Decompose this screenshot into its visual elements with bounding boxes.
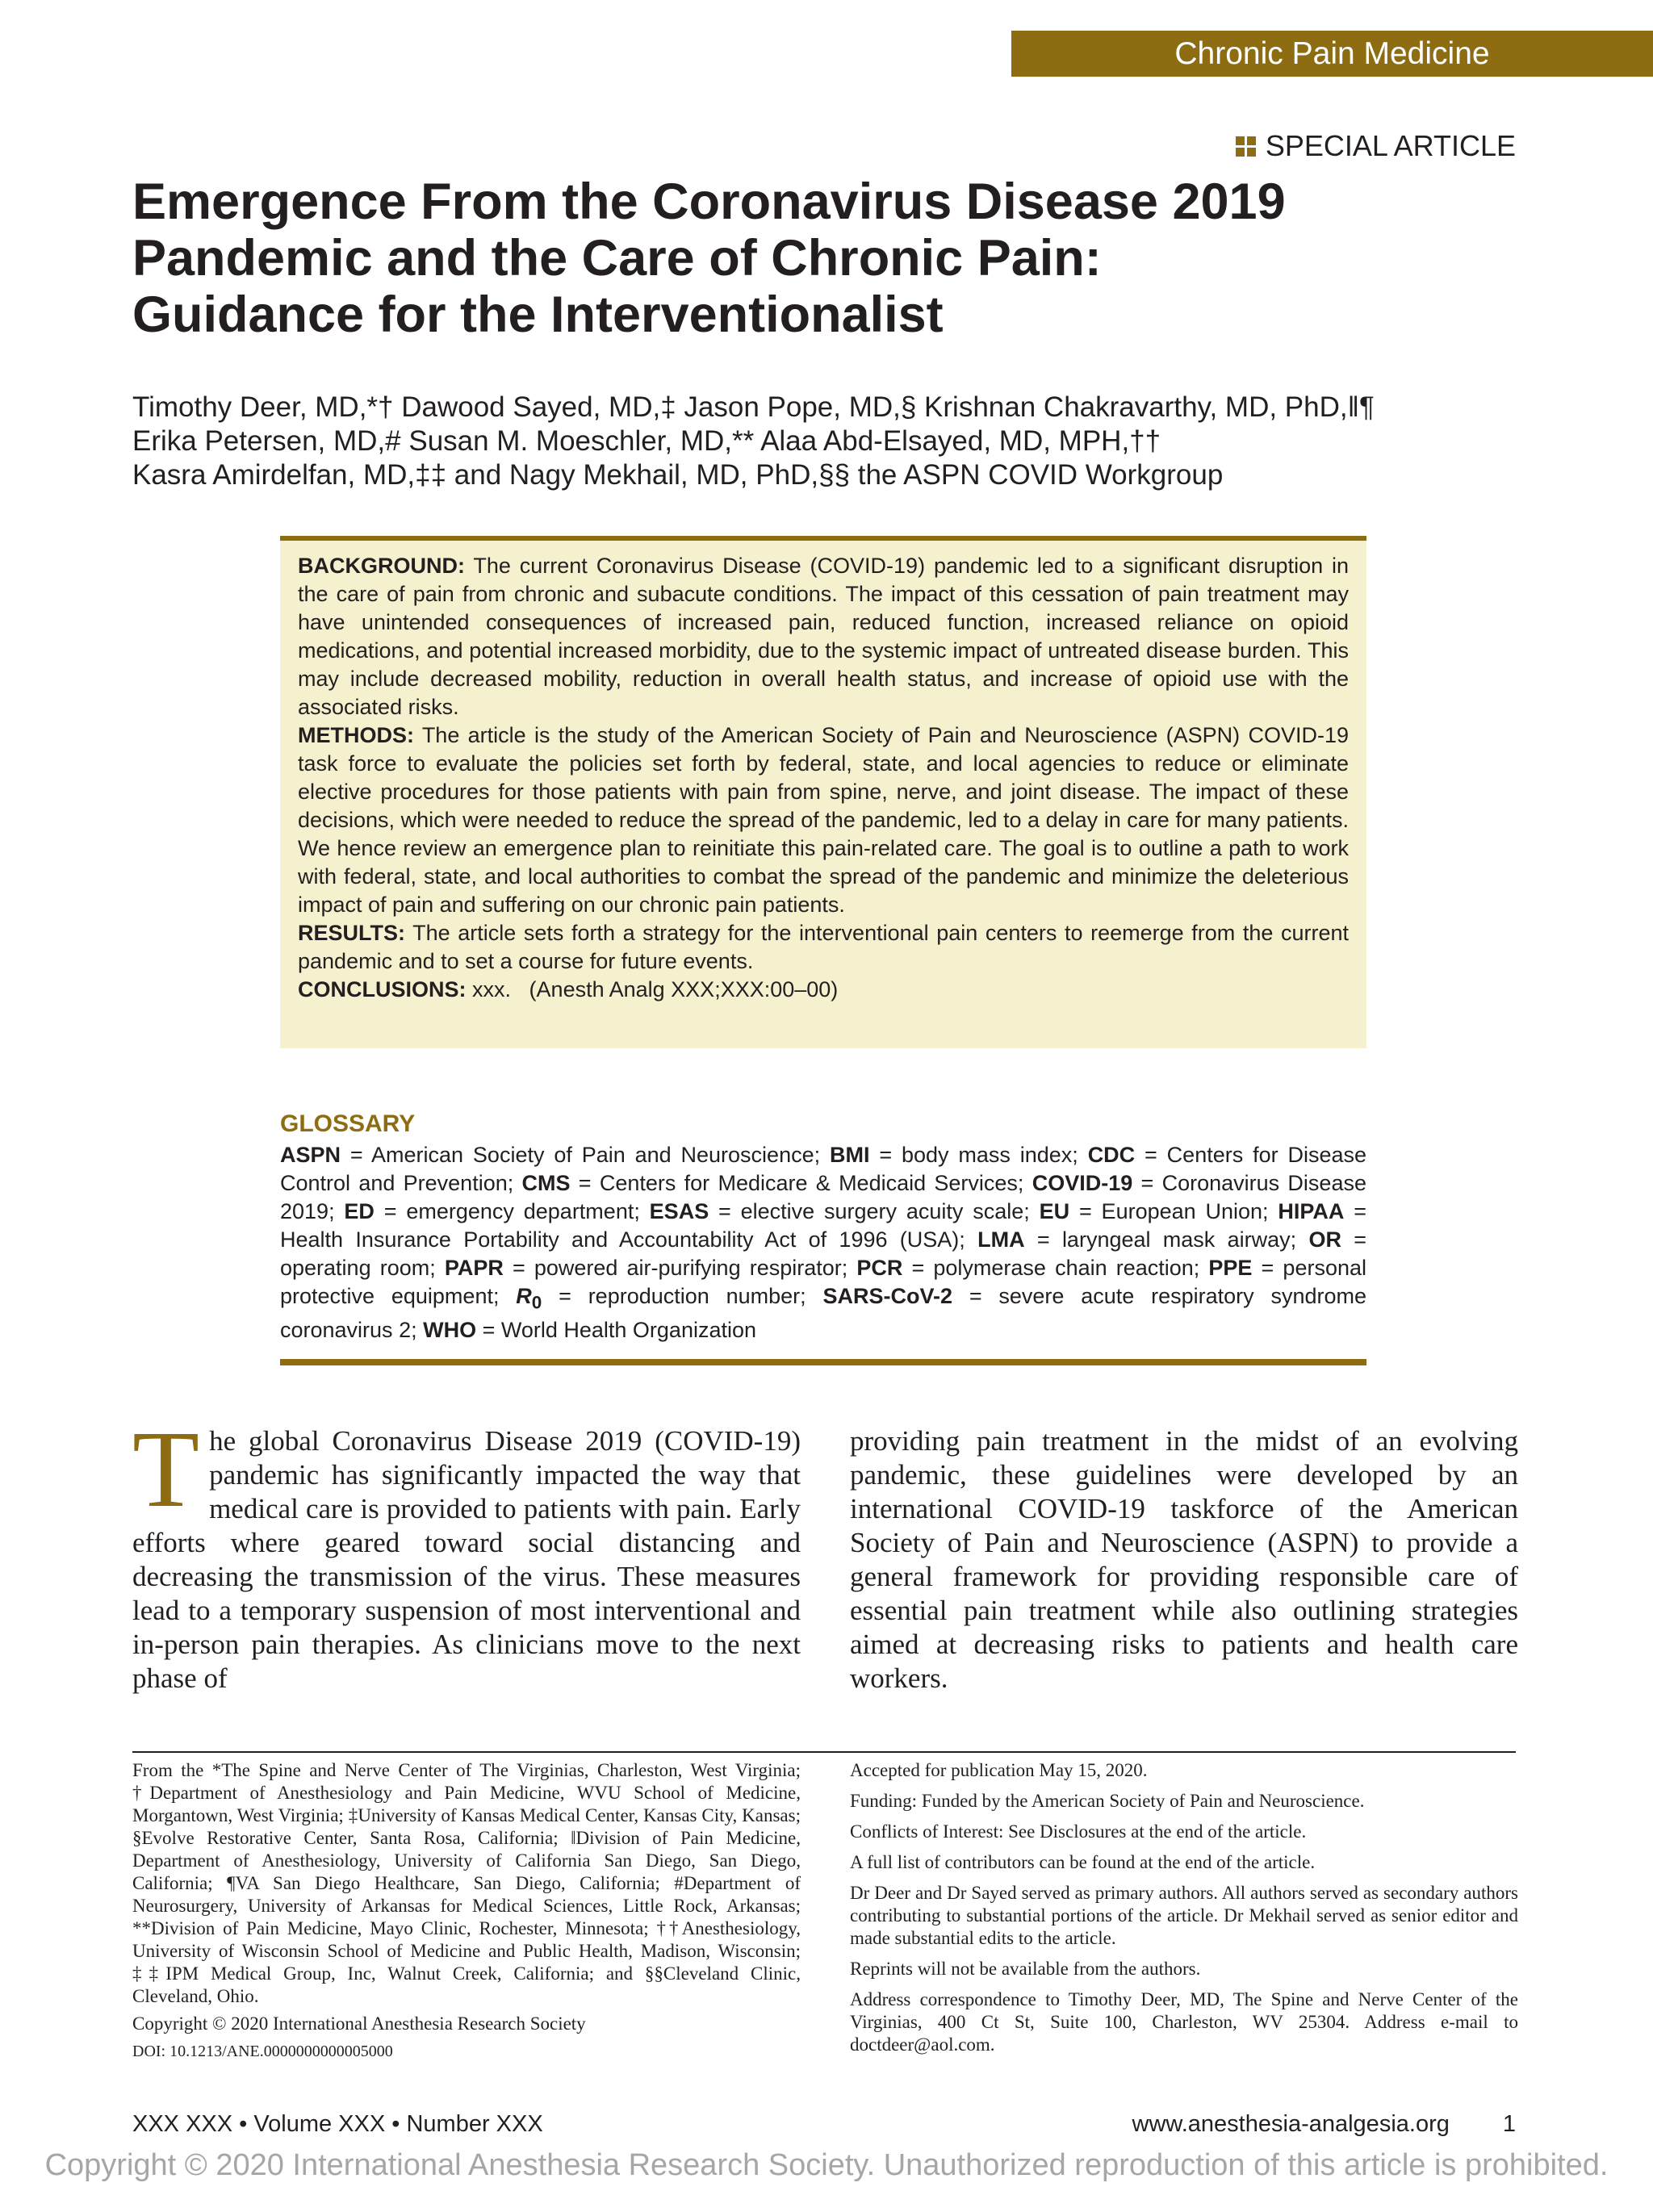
glossary-term: BMI bbox=[829, 1143, 870, 1167]
footnote-divider bbox=[132, 1751, 1516, 1753]
body-column-right: providing pain treatment in the midst of an evolving pandemic, these guidelines were developed by an international COVID-19 taskforce of the American Society of Pain and Neuroscience (ASPN) to provide a general framework for providing responsible care of essential pain treatment while also outlining strategies aimed at decreasing risks to patients and health care workers. bbox=[850, 1425, 1518, 1694]
glossary-term: PPE bbox=[1208, 1256, 1253, 1280]
glossary-term: OR bbox=[1308, 1227, 1341, 1252]
article-title: Emergence From the Coronavirus Disease 2019 Pandemic and the Care of Chronic Pain: Guidance for the Interventionalist bbox=[132, 174, 1286, 343]
issue-info: XXX XXX • Volume XXX • Number XXX bbox=[132, 2111, 543, 2137]
page-footer-right bbox=[1132, 2111, 1516, 2138]
abstract-conclusions: CONCLUSIONS: xxx. (Anesth Analg XXX;XXX:00–00) bbox=[298, 977, 839, 1001]
glossary-term: CDC bbox=[1087, 1143, 1136, 1167]
square-bullet-icon bbox=[1236, 136, 1256, 157]
copyright-watermark: Copyright © 2020 International Anesthesia Research Society. Unauthorized reproduction of this article is prohibited. bbox=[44, 2148, 1609, 2182]
glossary-divider bbox=[280, 1359, 1366, 1365]
glossary-term: ED bbox=[344, 1199, 375, 1223]
glossary-term: LMA bbox=[977, 1227, 1025, 1252]
section-banner: Chronic Pain Medicine bbox=[1011, 31, 1653, 77]
glossary-term: PCR bbox=[856, 1256, 903, 1280]
glossary-term: PAPR bbox=[444, 1256, 504, 1280]
drop-cap: T bbox=[132, 1409, 200, 1530]
glossary-term: EU bbox=[1039, 1199, 1070, 1223]
glossary-heading: GLOSSARY bbox=[280, 1110, 416, 1137]
glossary-term: HIPAA bbox=[1278, 1199, 1345, 1223]
abstract-results: RESULTS: The article sets forth a strategy for the interventional pain centers to reemerge from the current pandemic and to set a course for future events. bbox=[298, 921, 1349, 973]
journal-url[interactable]: www.anesthesia-analgesia.org bbox=[1132, 2111, 1450, 2137]
copyright-line: Copyright © 2020 International Anesthesia Research Society bbox=[132, 2013, 586, 2034]
citation: (Anesth Analg XXX;XXX:00–00) bbox=[529, 977, 839, 1001]
abstract-background: BACKGROUND: The current Coronavirus Disease (COVID-19) pandemic led to a significant disruption in the care of pain from chronic and subacute conditions. The impact of this cessation of pain treatment may have unintended consequences of increased pain, reduced function, increased reliance on opioid medications, and potential increased morbidity, due to the systemic impact of untreated disease burden. This may include decreased mobility, reduction in overall health status, and increase of opioid use with the associated risks. bbox=[298, 554, 1349, 719]
glossary-term: COVID-19 bbox=[1032, 1171, 1133, 1195]
glossary-term: ASPN bbox=[280, 1143, 341, 1167]
author-list: Timothy Deer, MD,*† Dawood Sayed, MD,‡ Jason Pope, MD,§ Krishnan Chakravarthy, MD, PhD,‖¶ Erika Petersen, MD,# Susan M. Moeschler, MD,** Alaa Abd-Elsayed, MD, MPH,†† Kasra Amirdelfan, MD,‡‡ and Nagy Mekhail, MD, PhD,§§ the ASPN COVID Workgroup bbox=[132, 391, 1375, 491]
abstract-box bbox=[280, 536, 1366, 1048]
glossary-term: CMS bbox=[521, 1171, 571, 1195]
abstract-methods: METHODS: The article is the study of the American Society of Pain and Neuroscience (ASPN) COVID-19 task force to evaluate the policies set forth by federal, state, and local agencies to reduce or eliminate elective procedures for those patients with pain from spine, nerve, and joint disease. The impact of these decisions, which were needed to reduce the spread of the pandemic, led to a delay in care for many patients. We hence review an emergence plan to reinitiate this pain-related care. The goal is to outline a path to work with federal, state, and local authorities to combat the spread of the pandemic and minimize the deleterious impact of pain and suffering on our chronic pain patients. bbox=[298, 723, 1349, 917]
article-type-text: SPECIAL ARTICLE bbox=[1265, 129, 1516, 162]
glossary bbox=[280, 1110, 1366, 1365]
glossary-term: ESAS bbox=[649, 1199, 709, 1223]
body-column-left: The global Coronavirus Disease 2019 (COVID-19) pandemic has significantly impacted the way that medical care is provided to patients with pain. Early efforts where geared toward social distancing and decreasing the transmission of the virus. These measures lead to a temporary suspension of most interventional and in-person pain therapies. As clinicians move to the next phase of bbox=[132, 1409, 801, 1694]
glossary-term: $R_0$ bbox=[516, 1284, 542, 1313]
glossary-term: SARS-CoV-2 bbox=[822, 1284, 952, 1308]
affiliations-footnote: From the *The Spine and Nerve Center of The Virginias, Charleston, West Virginia; †Department of Anesthesiology and Pain Medicine, WVU School of Medicine, Morgantown, West Virginia; ‡University of Kansas Medical Center, Kansas City, Kansas; §Evolve Restorative Center, Santa Rosa, California; ‖Division of Pain Medicine, Department of Anesthesiology, University of California San Diego, San Diego, California; ¶VA San Diego Healthcare, San Diego, California; #Department of Neurosurgery, University of Arkansas for Medical Sciences, Little Rock, Arkansas; **Division of Pain Medicine, Mayo Clinic, Rochester, Minnesota; ††Anesthesiology, University of Wisconsin School of Medicine and Public Health, Madison, Wisconsin; ‡‡IPM Medical Group, Inc, Walnut Creek, California; and §§Cleveland Clinic, Cleveland, Ohio. Copyright © 2020 International Anesthesia Research Society DOI: 10.1213/ANE.0000000000005000 bbox=[132, 1759, 801, 2068]
page-number: 1 bbox=[1502, 2111, 1516, 2137]
article-notes: Accepted for publication May 15, 2020. Funding: Funded by the American Society of Pain and Neuroscience. Conflicts of Interest: See Disclosures at the end of the article. A full list of contributors can be found at the end of the article. Dr Deer and Dr Sayed served as primary authors. All authors served as secondary authors contributing to substantial portions of the article. Dr Mekhail served as senior editor and made substantial edits to the article. Reprints will not be available from the authors. Address correspondence to Timothy Deer, MD, The Spine and Nerve Center of the Virginias, 400 Ct St, Suite 100, Charleston, WV 25304. Address e-mail to doctdeer@aol.com. bbox=[850, 1760, 1518, 2055]
doi: DOI: 10.1213/ANE.0000000000005000 bbox=[132, 2043, 393, 2060]
glossary-entries: ASPN = American Society of Pain and Neuroscience; BMI = body mass index; CDC = Centers for Disease Control and Prevention; CMS = Centers for Medicare & Medicaid Services; COVID-19 = Coronavirus Disease 2019; ED = emergency department; ESAS = elective surgery acuity scale; EU = European Union; HIPAA = Health Insurance Portability and Accountability Act of 1996 (USA); LMA = laryngeal mask airway; OR = operating room; PAPR = powered air-purifying respirator; PCR = polymerase chain reaction; PPE = personal protective equipment; $R_0$ = reproduction number; SARS-CoV-2 = severe acute respiratory syndrome coronavirus 2; WHO = World Health Organization bbox=[280, 1143, 1367, 1343]
article-type-label bbox=[1236, 129, 1516, 163]
glossary-term: WHO bbox=[423, 1318, 477, 1343]
